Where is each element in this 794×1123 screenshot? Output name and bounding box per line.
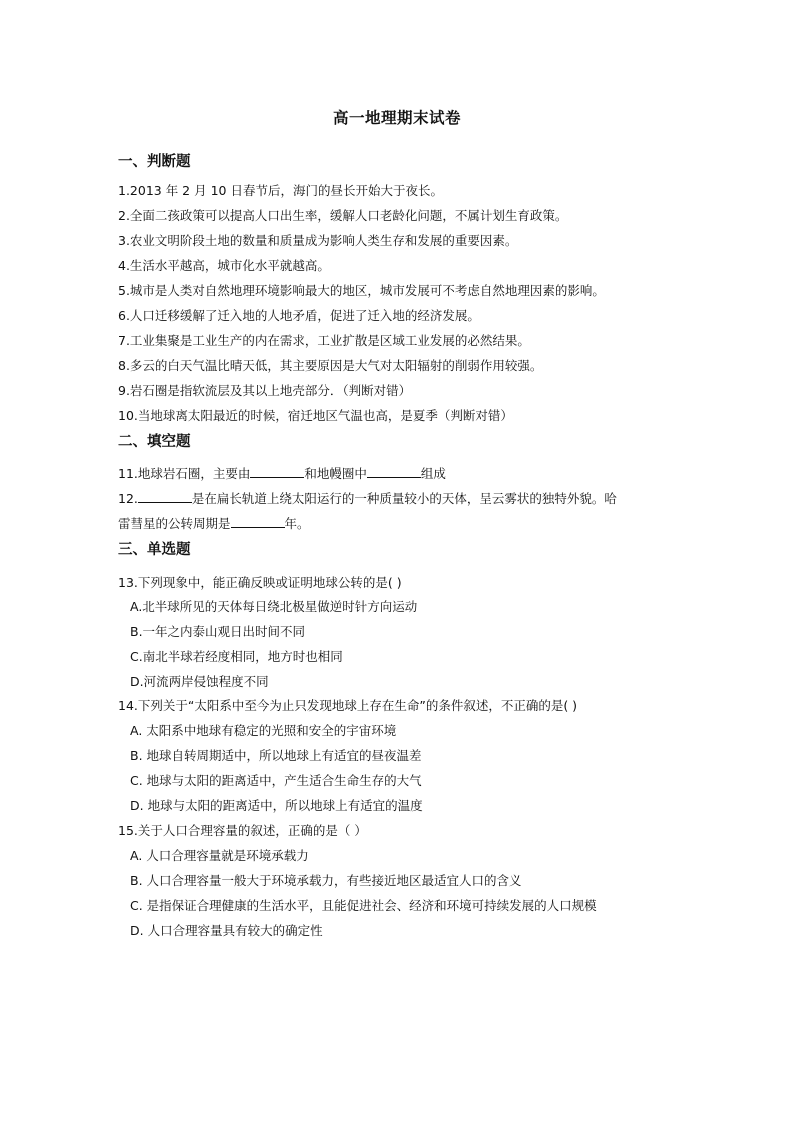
q14-option-a[interactable]: A. 太阳系中地球有稳定的光照和安全的宇宙环境 bbox=[130, 723, 397, 738]
fill-item-12 bbox=[118, 490, 617, 508]
q11-text-b: 和地幔圈中 bbox=[304, 466, 367, 481]
judge-item-9: 9.岩石圈是指软流层及其以上地壳部分．（判断对错） bbox=[118, 383, 412, 398]
q13-option-c[interactable]: C.南北半球若经度相同，地方时也相同 bbox=[130, 649, 343, 664]
judge-item-8: 8.多云的白天气温比晴天低，其主要原因是大气对太阳辐射的削弱作用较强。 bbox=[118, 358, 543, 373]
section-heading-fill: 二、填空题 bbox=[118, 434, 191, 450]
q14-option-d[interactable]: D. 地球与太阳的距离适中，所以地球上有适宜的温度 bbox=[130, 798, 423, 813]
q15-option-d[interactable]: D. 人口合理容量具有较大的确定性 bbox=[130, 923, 323, 938]
q12-text-d: 年。 bbox=[284, 516, 310, 531]
fill-item-11 bbox=[118, 465, 446, 483]
q12-blank-2[interactable] bbox=[231, 515, 285, 528]
q15-option-a[interactable]: A. 人口合理容量就是环境承载力 bbox=[130, 848, 309, 863]
q12-blank-1[interactable] bbox=[138, 490, 192, 503]
q11-text-c: 组成 bbox=[420, 466, 446, 481]
q12-text-b: 是在扁长轨道上绕太阳运行的一种质量较小的天体，呈云雾状的独特外貌。哈 bbox=[191, 491, 617, 506]
q12-text-a: 12. bbox=[118, 491, 138, 506]
q13-option-a[interactable]: A.北半球所见的天体每日绕北极星做逆时针方向运动 bbox=[130, 599, 418, 614]
q15-stem: 15.关于人口合理容量的叙述，正确的是（ ） bbox=[118, 823, 367, 838]
judge-item-4: 4.生活水平越高，城市化水平就越高。 bbox=[118, 258, 330, 273]
judge-item-5: 5.城市是人类对自然地理环境影响最大的地区，城市发展可不考虑自然地理因素的影响。 bbox=[118, 283, 605, 298]
page-title: 高一地理期末试卷 bbox=[332, 109, 461, 127]
q14-option-c[interactable]: C. 地球与太阳的距离适中，产生适合生命生存的大气 bbox=[130, 773, 422, 788]
q11-blank-2[interactable] bbox=[367, 465, 421, 478]
q12-text-c: 雷彗星的公转周期是 bbox=[118, 516, 231, 531]
judge-item-1: 1.2013 年 2 月 10 日春节后，海门的昼长开始大于夜长。 bbox=[118, 183, 443, 198]
section-heading-choice: 三、单选题 bbox=[118, 542, 191, 558]
fill-item-12-cont bbox=[118, 515, 310, 533]
q11-text-a: 11.地球岩石圈，主要由 bbox=[118, 466, 251, 481]
q13-option-d[interactable]: D.河流两岸侵蚀程度不同 bbox=[130, 674, 269, 689]
q13-option-b[interactable]: B.一年之内泰山观日出时间不同 bbox=[130, 624, 306, 639]
judge-item-10: 10.当地球离太阳最近的时候，宿迁地区气温也高，是夏季（判断对错） bbox=[118, 408, 513, 423]
q15-option-b[interactable]: B. 人口合理容量一般大于环境承载力，有些接近地区最适宜人口的含义 bbox=[130, 873, 522, 888]
q14-stem: 14.下列关于“太阳系中至今为止只发现地球上存在生命”的条件叙述，不正确的是( ) bbox=[118, 698, 578, 713]
section-heading-judge: 一、判断题 bbox=[118, 154, 191, 170]
q13-stem: 13.下列现象中，能正确反映或证明地球公转的是( ) bbox=[118, 575, 402, 590]
judge-item-3: 3.农业文明阶段土地的数量和质量成为影响人类生存和发展的重要因素。 bbox=[118, 233, 518, 248]
judge-item-2: 2.全面二孩政策可以提高人口出生率，缓解人口老龄化问题，不属计划生育政策。 bbox=[118, 208, 568, 223]
judge-item-7: 7.工业集聚是工业生产的内在需求，工业扩散是区域工业发展的必然结果。 bbox=[118, 333, 530, 348]
judge-item-6: 6.人口迁移缓解了迁入地的人地矛盾，促进了迁入地的经济发展。 bbox=[118, 308, 480, 323]
q15-option-c[interactable]: C. 是指保证合理健康的生活水平，且能促进社会、经济和环境可持续发展的人口规模 bbox=[130, 898, 597, 913]
q14-option-b[interactable]: B. 地球自转周期适中，所以地球上有适宜的昼夜温差 bbox=[130, 748, 422, 763]
q11-blank-1[interactable] bbox=[250, 465, 304, 478]
